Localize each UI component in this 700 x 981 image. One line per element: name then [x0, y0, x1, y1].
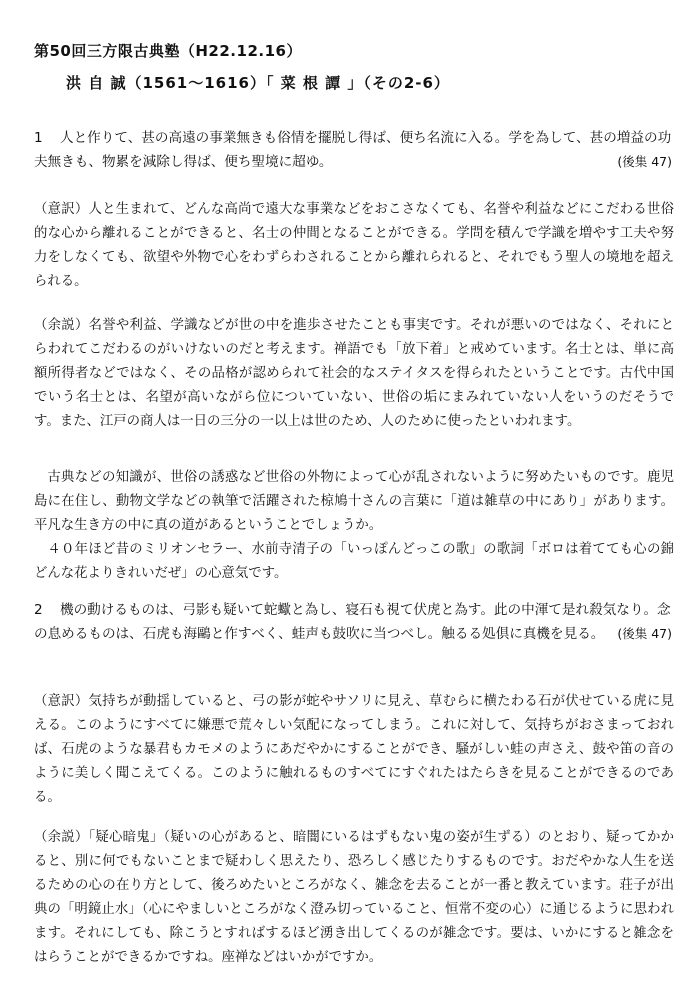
- section-2-text: [34, 598, 672, 646]
- document-title: 第50回三方限古典塾（H22.12.16）: [34, 42, 302, 60]
- section-1-number: 1: [34, 130, 43, 146]
- section-1-body: 人と作りて、甚の高遠の事業無きも俗情を擺脱し得ば、便ち名流に入る。学を為して、甚の増益の功夫無きも、物累を減除し得ば、便ち聖境に超ゆ。: [34, 130, 672, 170]
- section-2-ref: (後集 47): [617, 626, 672, 641]
- section-1-ref: (後集 47): [617, 154, 672, 169]
- section-2-body: 機の動けるものは、弓影も疑いて蛇蠍と為し、寝石も視て伏虎と為す。此の中渾て是れ殺気なり。念の息めるものは、石虎も海鷗と作すべく、蛙声も鼓吹に当つべし。触るる処倶に真機を見る。: [34, 602, 671, 642]
- section-1-yosetsu-2: 古典などの知識が、世俗の誘惑など世俗の外物によって心が乱されないように努めたいものです。鹿児島に在住し、動物文学などの執筆で活躍された椋鳩十さんの言葉に「道は雑草の中にあり」があります。平凡な生き方の中に真の道があるということでしょうか。: [34, 470, 674, 533]
- section-1-yakusetsu: （意訳）人と生まれて、どんな高尚で遠大な事業などをおこさなくても、名誉や利益などにこだわる世俗的な心から離れることができると、名士の仲間となることができる。学問を積んで学識を増やす工夫や努力をしなくても、欲望や外物で心をわずらわされることから離れられると、それでもう聖人の境地を超えられる。: [34, 202, 674, 289]
- section-2-yosetsu: （余説）「疑心暗鬼」（疑いの心があると、暗闇にいるはずもない鬼の姿が生ずる）のとおり、疑ってかかると、別に何でもないことまで疑わしく思えたり、恐ろしく感じたりするものです。おだやかな人生を送るための心の在り方として、後ろめたいところがなく、雑念を去ることが一番と教えています。荘子が出典の「明鏡止水」（心にやましいところがなく澄み切っていること、恒常不変の心）に通じるように思われます。それにしても、除こうとすればするほど湧き出してくるのが雑念です。要は、いかにすると雑念をはらうことができるかですね。座禅などはいかがですか。: [34, 830, 674, 965]
- section-1-yosetsu-3: ４０年ほど昔のミリオンセラー、水前寺清子の「いっぽんどっこの歌」の歌詞「ボロは着てても心の錦 どんな花よりきれいだぜ」の心意気です。: [34, 542, 688, 581]
- section-2-number: 2: [34, 602, 43, 618]
- document-subtitle: 洪 自 誠（1561～1616）「 菜 根 譚 」（その2-6）: [66, 74, 450, 92]
- section-1-text: [34, 126, 672, 174]
- section-1-yosetsu-1: （余説）名誉や利益、学識などが世の中を進歩させたことも事実です。それが悪いのではなく、それにとらわれてこだわるのがいけないのだと考えます。禅語でも「放下着」と戒めています。名士とは、単に高額所得者などではなく、その品格が認められて社会的なステイタスを得られたということです。古代中国でいう名士とは、名望が高いながら位についていない、世俗の垢にまみれていない人をいうのだそうです。また、江戸の商人は一日の三分の一以上は世のため、人のために使ったといわれます。: [34, 318, 674, 429]
- section-2-yakusetsu: （意訳）気持ちが動揺していると、弓の影が蛇やサソリに見え、草むらに横たわる石が伏せている虎に見える。このようにすべてに嫌悪で荒々しい気配になってしまう。これに対して、気持ちがおさまっておれば、石虎のような暴君もカモメのようにあだやかにすることができ、騒がしい蛙の声さえ、鼓や笛の音のように美しく聞こえてくる。このように触れるものすべてにすぐれたはたらきを見ることができるのである。: [34, 694, 674, 805]
